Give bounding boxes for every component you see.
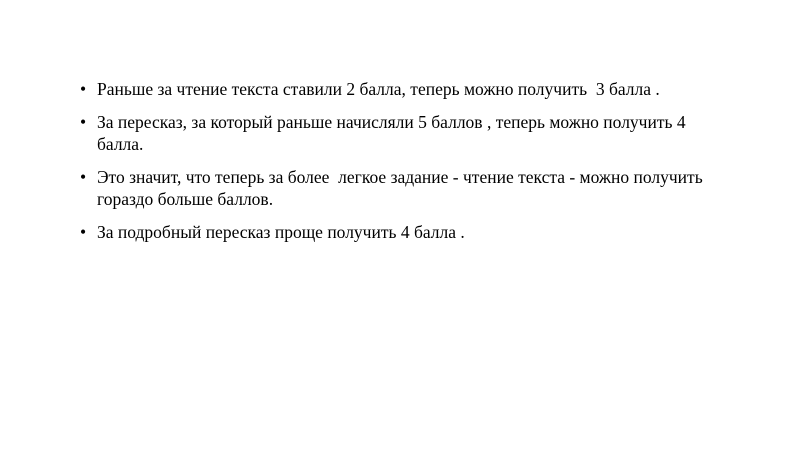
list-item	[78, 221, 718, 243]
bullet-content-block	[78, 78, 718, 243]
list-item-text: За подробный пересказ проще получить 4 балла .	[97, 222, 465, 243]
list-item-text: Это значит, что теперь за более легкое задание - чтение текста - можно получить гораздо больше баллов.	[97, 167, 708, 210]
list-item	[78, 78, 718, 100]
bullet-icon: •	[80, 167, 87, 188]
list-item-text: Раньше за чтение текста ставили 2 балла, теперь можно получить 3 балла .	[97, 79, 660, 99]
bullet-icon: •	[80, 222, 87, 243]
bullet-icon: •	[80, 112, 87, 133]
list-item	[78, 166, 718, 210]
bullet-list	[78, 78, 718, 243]
bullet-icon: •	[80, 79, 87, 99]
list-item	[78, 111, 718, 155]
list-item-text: За пересказ, за который раньше начисляли 5 баллов , теперь можно получить 4 балла.	[97, 112, 690, 155]
